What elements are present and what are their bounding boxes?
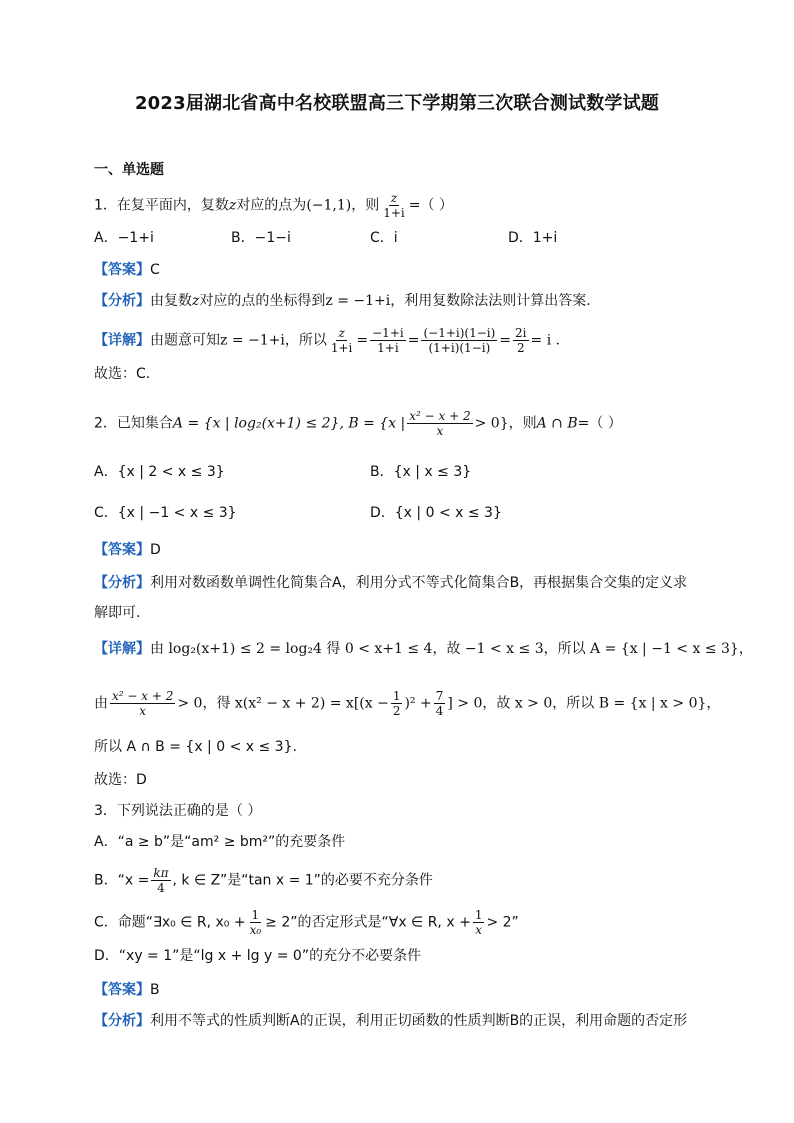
fraction: $\frac{2i}{2}$ — [515, 326, 527, 355]
q2-choice: 故选：D — [94, 772, 147, 788]
fraction: $\frac{z}{1+i}$ — [383, 191, 405, 220]
fraction: $\frac{1}{2}$ — [392, 689, 401, 718]
fraction: $\frac{7}{4}$ — [435, 689, 444, 718]
fraction: $\frac{1}{\text{x₀}}$ — [249, 908, 262, 937]
fraction: $\frac{\text{x² − x + 2}}{x}$ — [409, 409, 471, 438]
q1-option-a: A．−1+i — [94, 230, 154, 246]
q1-answer: 【答案】C — [94, 262, 160, 278]
q1-detail: 【详解】由题意可知z = −1+i，所以 $\frac{z}{1+i}$ = $\frac{-1+i}{1+i}$ = $\frac{(-1+i)(1-i)}{(1+i)(1-i)}$ = $\frac{2i}{2}$ = i . — [94, 326, 561, 355]
q2-detail-line-1: 【详解】由 log₂(x+1) ≤ 2 = log₂4 得 0 < x+1 ≤ 4，故 −1 < x ≤ 3，所以 A = {x | −1 < x ≤ 3}， — [94, 641, 753, 657]
q2-option-b: B．{x | x ≤ 3} — [370, 464, 472, 480]
page-title: 2023届湖北省高中名校联盟高三下学期第三次联合测试数学试题 — [134, 93, 660, 114]
question-2-stem: 2．已知集合A = {x | log₂(x+1) ≤ 2}, B = {x | $\frac{\text{x² − x + 2}}{x}$ > 0}，则A ∩ B=（ ） — [94, 409, 622, 438]
fraction: $\frac{\text{x² − x + 2}}{x}$ — [112, 689, 174, 718]
q3-option-c: C．命题“∃x₀ ∈ R, x₀ + $\frac{1}{\text{x₀}}$ ≥ 2”的否定形式是“∀x ∈ R, x + $\frac{1}{x}$ > 2” — [94, 908, 519, 937]
question-1-stem: 1．在复平面内，复数z对应的点为(−1,1)，则 $\frac{z}{1+i}$ =（ ） — [94, 191, 453, 220]
q1-choice: 故选：C. — [94, 366, 151, 382]
q3-answer: 【答案】B — [94, 982, 160, 998]
fraction: $\frac{1}{x}$ — [474, 908, 483, 937]
fraction: $\frac{z}{1+i}$ — [330, 326, 353, 355]
q1-option-d: D．1+i — [508, 230, 558, 246]
q2-detail-line-2: 由 $\frac{\text{x² − x + 2}}{x}$ > 0，得 x(x² − x + 2) = x[(x − $\frac{1}{2}$ )² + $\frac{7}{4}$ ] > 0，故 x > 0，所以 B = {x | x > 0}， — [94, 689, 721, 718]
q1-option-b: B．−1−i — [231, 230, 291, 246]
q1-analysis: 【分析】由复数z对应的点的坐标得到z = −1+i，利用复数除法法则计算出答案. — [94, 293, 591, 309]
q2-option-d: D．{x | 0 < x ≤ 3} — [370, 505, 502, 521]
q3-option-a: A．“a ≥ b”是“am² ≥ bm²”的充要条件 — [94, 834, 346, 850]
q2-analysis-line-2: 解即可. — [94, 605, 141, 621]
q2-detail-line-3: 所以 A ∩ B = {x | 0 < x ≤ 3}. — [94, 739, 297, 755]
q2-option-a: A．{x | 2 < x ≤ 3} — [94, 464, 225, 480]
fraction: $\frac{k\pi}{4}$ — [153, 866, 169, 895]
q2-option-c: C．{x | −1 < x ≤ 3} — [94, 505, 237, 521]
q2-analysis-line-1: 【分析】利用对数函数单调性化简集合A，利用分式不等式化简集合B，再根据集合交集的定义求 — [94, 575, 688, 591]
fraction: $\frac{-1+i}{1+i}$ — [372, 326, 404, 355]
section-heading: 一、单选题 — [94, 162, 164, 178]
q1-option-c: C．i — [370, 230, 398, 246]
q3-analysis: 【分析】利用不等式的性质判断A的正误，利用正切函数的性质判断B的正误，利用命题的否定形 — [94, 1013, 688, 1029]
q3-option-d: D．“xy = 1”是“lg x + lg y = 0”的充分不必要条件 — [94, 948, 422, 964]
fraction: $\frac{(-1+i)(1-i)}{(1+i)(1-i)}$ — [423, 326, 496, 355]
q3-option-b: B．“x = $\frac{k\pi}{4}$ , k ∈ Z”是“tan x = 1”的必要不充分条件 — [94, 866, 433, 895]
q2-answer: 【答案】D — [94, 542, 161, 558]
question-3-stem: 3．下列说法正确的是（ ） — [94, 803, 262, 819]
